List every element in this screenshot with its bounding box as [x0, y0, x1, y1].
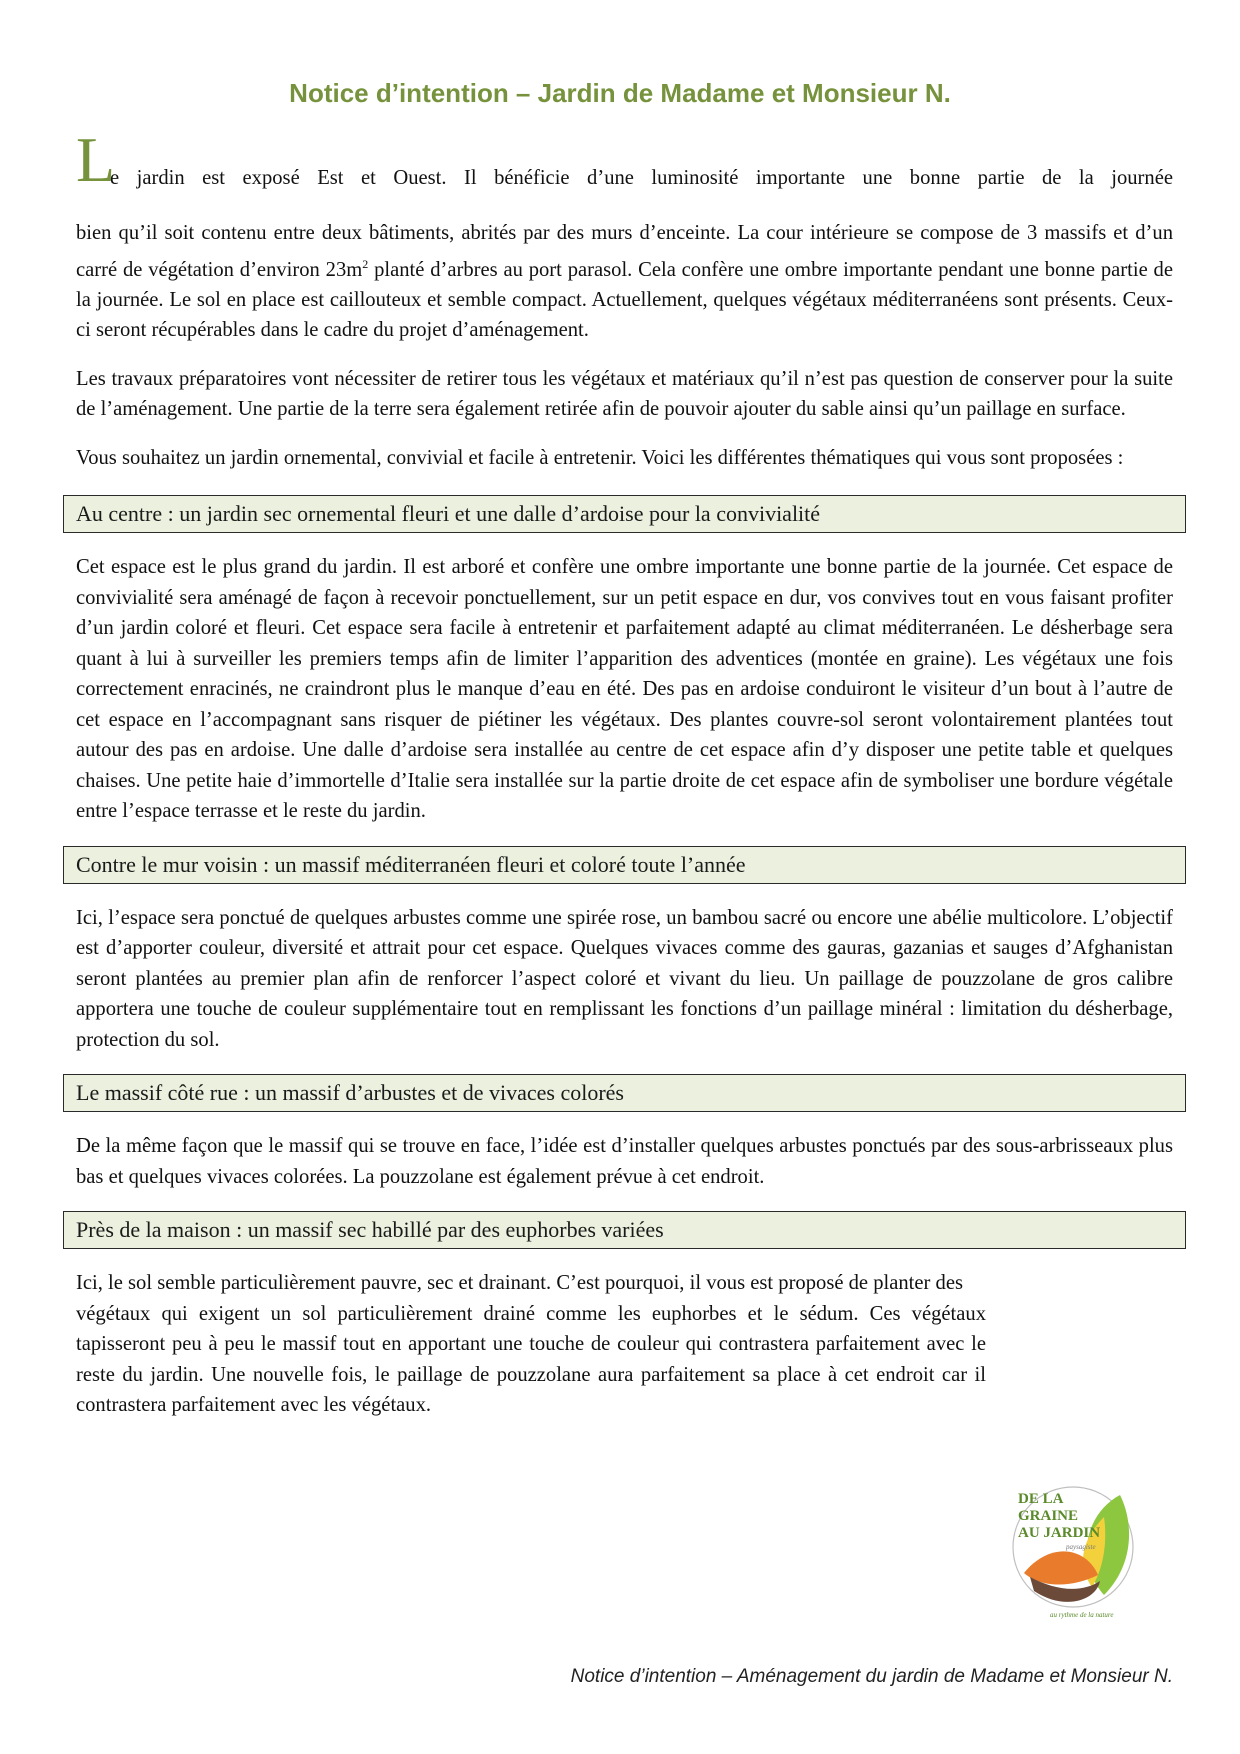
- logo-line3: AU JARDIN: [1018, 1525, 1101, 1541]
- intro-paragraph: [76, 218, 1173, 346]
- section-heading-cote-rue: Le massif côté rue : un massif d’arbustes et de vivaces colorés: [63, 1074, 1186, 1112]
- section-text-maison-narrow: végétaux qui exigent un sol particulièrement drainé comme les euphorbes et le sédum. Ces végétaux tapisseront peu à peu le massif tout en apportant une touche de couleur qui contrastera parfaitement avec le reste du jardin. Une nouvelle fois, le paillage de pouzzolane aura parfaitement sa place à cet endroit car il contrastera parfaitement avec les végétaux.: [76, 1302, 986, 1417]
- logo-tagline: paysagiste: [1066, 1543, 1096, 1551]
- intro-text-a: bien qu’il soit contenu entre deux bâtiments, abrités par des murs d’enceinte. La cour intérieure se compose de 3 massifs et d’un carré de végétation d’environ 23m: [76, 222, 1173, 281]
- superscript-two: 2: [362, 256, 369, 271]
- paragraph-travaux: Les travaux préparatoires vont nécessiter de retirer tous les végétaux et matériaux qu’il n’est pas question de conserver pour la suite de l’aménagement. Une partie de la terre sera également retirée afin de pouvoir ajouter du sable ainsi qu’un paillage en surface.: [76, 367, 1173, 421]
- section-text-cote-rue: De la même façon que le massif qui se trouve en face, l’idée est d’installer quelques arbustes ponctués par des sous-arbrisseaux plus bas et quelques vivaces colorées. La pouzzolane est également prévue à cet endroit.: [76, 1135, 1173, 1188]
- section-heading-centre: Au centre : un jardin sec ornemental fleuri et une dalle d’ardoise pour la convivialité: [63, 495, 1186, 533]
- section-text-mur-voisin: Ici, l’espace sera ponctué de quelques arbustes comme une spirée rose, un bambou sacré ou encore une abélie multicolore. L’objectif est d’apporter couleur, diversité et attrait pour cet espace. Quelques vivaces comme des gauras, gazanias et sauges d’Afghanistan seront plantées au premier plan afin de renforcer l’aspect coloré et vivant du lieu. Un paillage de pouzzolane de gros calibre apportera une touche de couleur supplémentaire tout en remplissant les fonctions d’un paillage minéral : limitation du désherbage, protection du sol.: [76, 906, 1173, 1051]
- paragraph-souhait: Vous souhaitez un jardin ornemental, convivial et facile à entretenir. Voici les différentes thématiques qui vous sont proposées :: [76, 446, 1124, 469]
- page-title: Notice d’intention – Jardin de Madame et Monsieur N.: [289, 78, 951, 108]
- company-logo: [1008, 1465, 1138, 1625]
- section-heading-mur-voisin: Contre le mur voisin : un massif méditerranéen fleuri et coloré toute l’année: [63, 846, 1186, 884]
- section-text-maison-wide: Ici, le sol semble particulièrement pauvre, sec et drainant. C’est pourquoi, il vous est proposé de planter des: [76, 1272, 963, 1295]
- document-body: [76, 124, 1173, 1421]
- logo-line2: GRAINE: [1018, 1508, 1079, 1524]
- intro-text-b: planté d’arbres au port parasol. Cela confère une ombre importante pendant une bonne partie de la journée. Le sol en place est caillouteux et semble compact. Actuellement, quelques végétaux méditerranéens sont présents. Ceux-ci seront récupérables dans le cadre du projet d’aménagement.: [76, 258, 1173, 342]
- drop-cap: L: [76, 124, 116, 195]
- logo-motto: au rythme de la nature: [1050, 1611, 1114, 1619]
- section-heading-maison: Près de la maison : un massif sec habillé par des euphorbes variées: [63, 1211, 1186, 1249]
- logo-line1: DE LA: [1018, 1491, 1064, 1507]
- intro-first-line: [76, 124, 1173, 195]
- page-footer: Notice d’intention – Aménagement du jardin de Madame et Monsieur N.: [570, 1666, 1173, 1687]
- section-text-centre: Cet espace est le plus grand du jardin. Il est arboré et confère une ombre importante une bonne partie de la journée. Cet espace de convivialité sera aménagé de façon à recevoir ponctuellement, sur un petit espace en dur, vos convives tout en vous faisant profiter d’un jardin coloré et fleuri. Cet espace sera facile à entretenir et parfaitement adapté au climat méditerranéen. Le désherbage sera quant à lui à surveiller les premiers temps afin de limiter l’apparition des adventices (montée en graine). Les végétaux une fois correctement enracinés, ne craindront plus le manque d’eau en été. Des pas en ardoise conduiront le visiteur d’un bout à l’autre de cet espace en l’accompagnant sans risquer de piétiner les végétaux. Des plantes couvre-sol seront volontairement plantées tout autour des pas en ardoise. Une dalle d’ardoise sera installée au centre de cet espace afin d’y disposer une petite table et quelques chaises. Une petite haie d’immortelle d’Italie sera installée sur la partie droite de cet espace afin de symboliser une bordure végétale entre l’espace terrasse et le reste du jardin.: [76, 556, 1173, 823]
- intro-first-line-text: e jardin est exposé Est et Ouest. Il bénéficie d’une luminosité importante une bonne partie de la journée: [110, 167, 1173, 189]
